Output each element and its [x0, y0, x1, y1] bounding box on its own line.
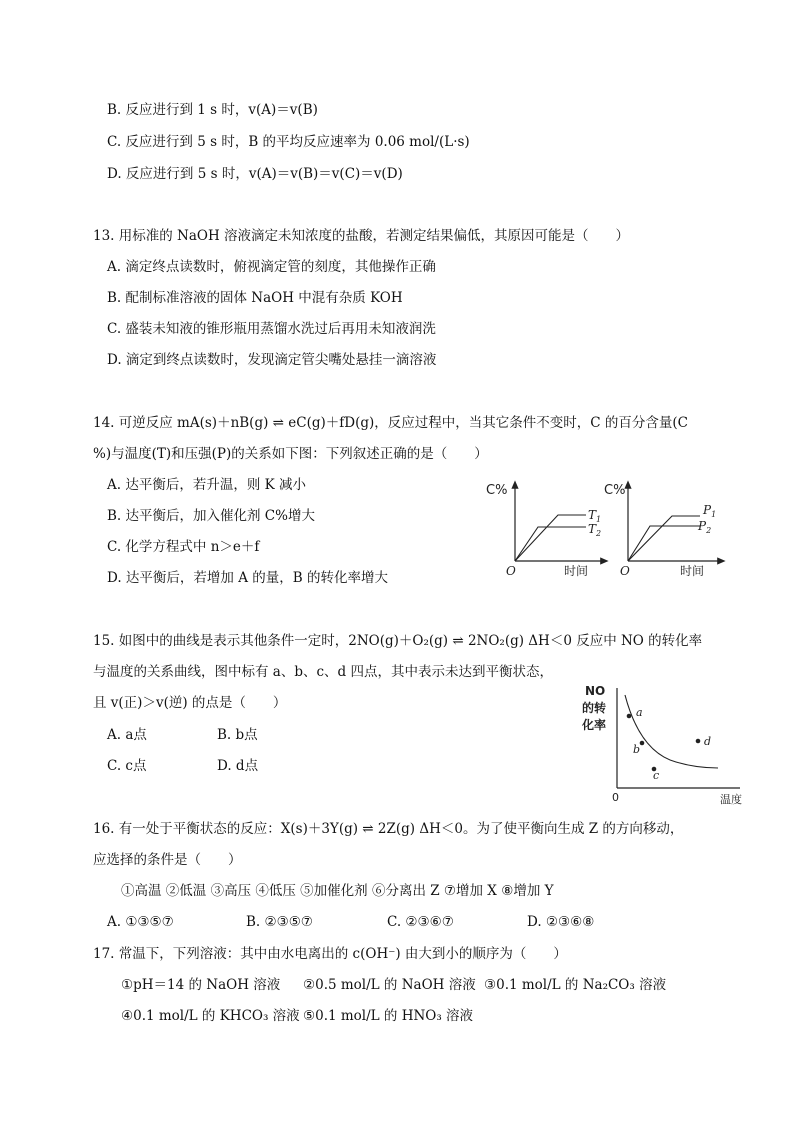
point-a-label: a: [636, 706, 643, 719]
q15-stem-line2: 与温度的关系曲线，图中标有 a、b、c、d 四点，其中表示未达到平衡状态，: [93, 664, 553, 680]
origin-label: 0: [612, 791, 619, 804]
curve-t2: [515, 527, 586, 561]
q14-option-c: C. 化学方程式中 n＞e＋f: [107, 539, 260, 555]
y-axis-label: C%: [486, 483, 508, 498]
q14-stem-line2: %)与温度(T)和压强(P)的关系如下图：下列叙述正确的是（ ）: [93, 446, 488, 462]
q16-option-b: B. ②③⑤⑦: [246, 914, 313, 930]
point-b: [640, 741, 645, 746]
q15-option-b: B. b点: [217, 727, 258, 743]
q13-option-b: B. 配制标准溶液的固体 NaOH 中混有杂质 KOH: [107, 290, 403, 306]
curve-p1: [628, 516, 700, 561]
q14-stem-line1: 14. 可逆反应 mA(s)＋nB(g) ⇌ eC(g)＋fD(g)，反应过程中，当其它条件不变时，C 的百分含量(C: [93, 415, 688, 431]
point-c-label: c: [653, 769, 660, 782]
q17-item-2: ②0.5 mol/L 的 NaOH 溶液: [303, 977, 476, 993]
q15-stem-line3: 且 v(正)＞v(逆) 的点是（ ）: [93, 695, 287, 711]
point-b-label: b: [633, 743, 641, 756]
x-axis-label: 时间: [680, 564, 705, 578]
curve-p2: [628, 526, 700, 561]
x-axis-label: 温度: [720, 793, 742, 806]
curve-t1: [515, 515, 586, 561]
q17-item-5: ⑤0.1 mol/L 的 HNO₃ 溶液: [303, 1008, 474, 1024]
q17-stem: 17. 常温下，下列溶液：其中由水电离出的 c(OH⁻) 由大到小的顺序为（ ）: [93, 946, 567, 962]
q13-option-c: C. 盛装未知液的锥形瓶用蒸馏水洗过后再用未知液润洗: [107, 321, 436, 337]
q14-option-b: B. 达平衡后，加入催化剂 C%增大: [107, 508, 315, 524]
y-axis-label-line2: 的转: [582, 701, 607, 715]
y-axis-label-line1: NO: [585, 684, 606, 698]
curve-p2-label: $P_2$: [698, 519, 712, 535]
q13-option-d: D. 滴定到终点读数时，发现滴定管尖嘴处悬挂一滴溶液: [107, 352, 437, 368]
q15-option-d: D. d点: [217, 758, 259, 774]
q16-stem-line1: 16. 有一处于平衡状态的反应：X(s)＋3Y(g) ⇌ 2Z(g) ΔH＜0。为了使平衡向生成 Z 的方向移动，: [93, 821, 684, 837]
origin-label: O: [620, 564, 630, 578]
q14-option-d: D. 达平衡后，若增加 A 的量，B 的转化率增大: [107, 570, 388, 586]
q15-option-a: A. a点: [107, 727, 147, 743]
q14-option-a: A. 达平衡后，若升温，则 K 减小: [107, 477, 306, 493]
q12-option-b: B. 反应进行到 1 s 时，v(A)＝v(B): [107, 102, 318, 118]
y-axis-label-line3: 化率: [582, 718, 607, 732]
q17-item-1: ①pH＝14 的 NaOH 溶液: [121, 977, 281, 993]
x-axis-label: 时间: [564, 564, 589, 578]
q14-graph-temperature: [482, 478, 612, 578]
curve-p1-label: $P_1$: [703, 503, 717, 519]
point-a: [627, 714, 632, 719]
point-d-label: d: [704, 735, 712, 748]
q15-option-c: C. c点: [107, 758, 147, 774]
curve-t2-label: $T_2$: [588, 522, 602, 538]
q16-option-d: D. ②③⑥⑧: [527, 914, 595, 930]
y-axis-label: C%: [604, 483, 626, 498]
q17-item-4: ④0.1 mol/L 的 KHCO₃ 溶液: [121, 1008, 300, 1024]
q12-option-c: C. 反应进行到 5 s 时，B 的平均反应速率为 0.06 mol/(L·s): [107, 134, 470, 150]
q16-stem-line2: 应选择的条件是（ ）: [93, 852, 242, 868]
q15-stem-line1: 15. 如图中的曲线是表示其他条件一定时，2NO(g)＋O₂(g) ⇌ 2NO₂(g) ΔH＜0 反应中 NO 的转化率: [93, 633, 703, 649]
q17-item-3: ③0.1 mol/L 的 Na₂CO₃ 溶液: [484, 977, 667, 993]
q15-conversion-graph: [578, 680, 750, 808]
curve-t1-label: $T_1$: [588, 508, 602, 524]
q16-option-c: C. ②③⑥⑦: [387, 914, 454, 930]
q12-option-d: D. 反应进行到 5 s 时，v(A)＝v(B)＝v(C)＝v(D): [107, 166, 403, 182]
q13-option-a: A. 滴定终点读数时，俯视滴定管的刻度，其他操作正确: [107, 259, 436, 275]
q14-graph-pressure: [600, 478, 730, 578]
origin-label: O: [506, 564, 516, 578]
q16-option-a: A. ①③⑤⑦: [107, 914, 174, 930]
q13-stem: 13. 用标准的 NaOH 溶液滴定未知浓度的盐酸，若测定结果偏低，其原因可能是（ ）: [93, 228, 630, 244]
q16-conditions: ①高温 ②低温 ③高压 ④低压 ⑤加催化剂 ⑥分离出 Z ⑦增加 X ⑧增加 Y: [121, 883, 554, 899]
point-d: [696, 739, 701, 744]
